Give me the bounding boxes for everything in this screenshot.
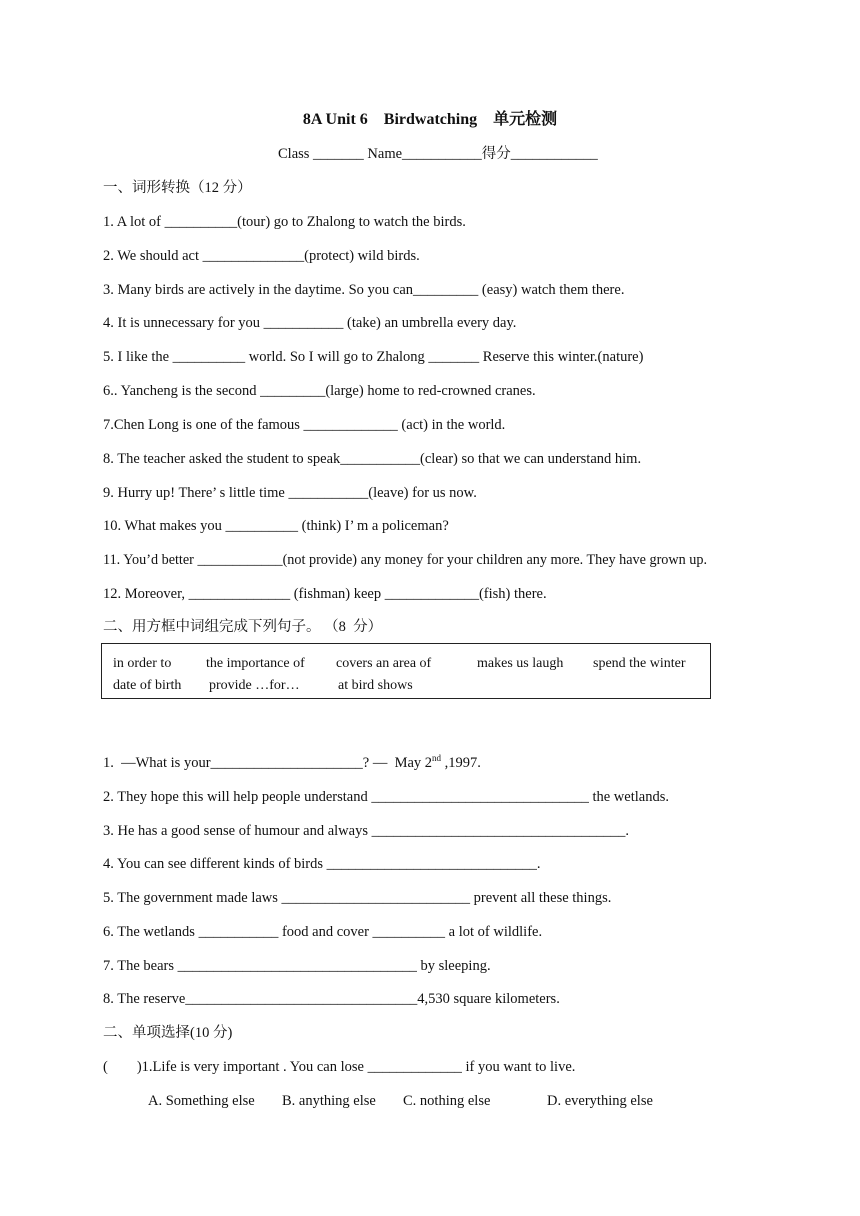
answer-option: C. nothing else [403,1093,491,1109]
section2-item: 8. The reserve________________________________4,530 square kilometers. [103,991,560,1007]
answer-option: A. Something else [148,1093,255,1109]
section1-item: 6.. Yancheng is the second _________(large) home to red-crowned cranes. [103,383,536,399]
answer-option: D. everything else [547,1093,653,1109]
section1-item: 7.Chen Long is one of the famous _____________ (act) in the world. [103,417,506,433]
section2-item: 3. He has a good sense of humour and always ___________________________________. [103,823,629,839]
section1-item: 10. What makes you __________ (think) I’ m a policeman? [103,518,449,534]
item1-superscript: nd [432,753,442,764]
answer-option: B. anything else [282,1093,376,1109]
section2-item: 4. You can see different kinds of birds _____________________________. [103,856,541,872]
page-title: 8A Unit 6 Birdwatching 单元检测 [302,111,558,128]
section2-item: 5. The government made laws __________________________ prevent all these things. [103,890,612,906]
word-box [101,643,711,699]
item1-text-end: ,1997. [441,755,481,771]
section2-item: 2. They hope this will help people understand ______________________________ the wetlands. [103,789,669,805]
section2-heading: 二、用方框中词组完成下列句子。 （8 分） [103,619,383,635]
section3-question: ( )1.Life is very important . You can lose _____________ if you want to live. [103,1059,576,1075]
item1-text: 1. —What is your_____________________? — May 2 [103,755,433,771]
section1-item: 8. The teacher asked the student to speak___________(clear) so that we can understand him. [103,451,642,467]
word-box-phrase: in order to [113,656,172,671]
word-box-phrase: provide …for… [209,678,300,693]
word-box-phrase: makes us laugh [477,656,564,671]
section1-heading: 一、词形转换（12 分） [103,180,252,196]
section3-heading: 二、单项选择(10 分) [103,1025,233,1041]
section2-item: 7. The bears _________________________________ by sleeping. [103,958,491,974]
word-box-phrase: date of birth [113,678,182,693]
section1-item: 1. A lot of __________(tour) go to Zhalong to watch the birds. [103,214,466,230]
section1-item: 2. We should act ______________(protect) wild birds. [103,248,420,264]
word-box-phrase: spend the winter [593,656,686,671]
section2-item: 6. The wetlands ___________ food and cover __________ a lot of wildlife. [103,924,543,940]
section1-item: 9. Hurry up! There’ s little time ___________(leave) for us now. [103,485,477,501]
section1-item: 5. I like the __________ world. So I will go to Zhalong _______ Reserve this winter.(nature) [103,349,644,365]
section1-item: 4. It is unnecessary for you ___________ (take) an umbrella every day. [103,315,517,331]
section2-item [103,754,481,772]
word-box-phrase: at bird shows [338,678,413,693]
section1-item: 12. Moreover, ______________ (fishman) keep _____________(fish) there. [103,586,547,602]
student-info-line: Class _______ Name___________得分____________ [278,146,598,162]
word-box-phrase: covers an area of [336,656,432,671]
section1-item: 11. You’d better ____________(not provide) any money for your children any more. They have grown up. [103,552,708,568]
word-box-phrase: the importance of [206,656,305,671]
section1-item: 3. Many birds are actively in the daytime. So you can_________ (easy) watch them there. [103,282,625,298]
